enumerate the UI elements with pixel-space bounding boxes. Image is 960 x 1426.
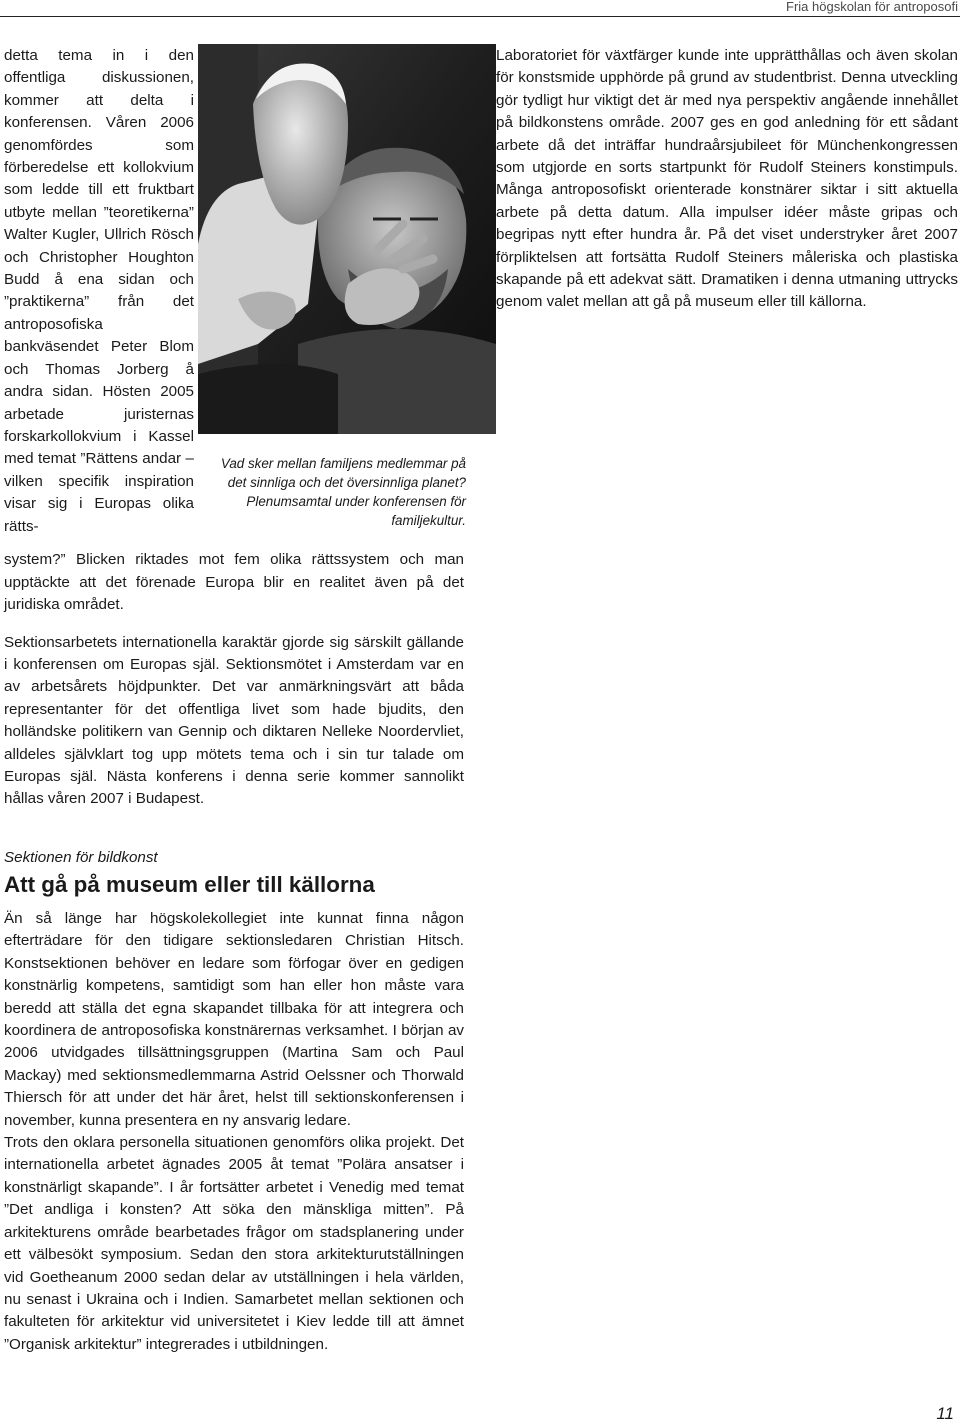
section-paragraph-1: Än så länge har högskolekollegiet inte kunnat finna någon efterträdare för den tidigare sektionsledaren Christian Hitsch. Konstsektionen behöver en ledare som förfogar över en gedigen konstnärlig kompetens, samtidigt som han eller hon måste vara beredd att ställa det egna skapandet tillbaka för att integrera och koordinera de antroposofiska konstnärernas verksamhet. I början av 2006 utvidgades tillsättningsgruppen (Martina Sam och Paul Mackay) med sektionsmedlemmarna Astrid Oelssner och Thorwald Thiersch för att under det här året, helst till sektionskonferensen i november, kunna presentera en ny ansvarig ledare. bbox=[4, 910, 464, 1129]
section-body bbox=[4, 908, 464, 1356]
page-number: 11 bbox=[936, 1404, 954, 1423]
running-header: Fria högskolan för antroposofi bbox=[786, 0, 958, 14]
photo-image bbox=[198, 44, 496, 434]
header-rule bbox=[0, 16, 960, 17]
right-column bbox=[496, 45, 958, 314]
section-kicker: Sektionen för bildkonst bbox=[4, 849, 158, 866]
left-paragraph-sektionsarbete: Sektionsarbetets internationella karaktär gjorde sig särskilt gällande i konferensen om Europas själ. Sektionsmötet i Amsterdam var en av arbetsårets höjdpunkter. Det var anmärkningsvärt att båda representanter för det offentliga livet som hade bjudits, den holländske politikern van Gennip och diktaren Nelleke Noordervliet, alldeles självklart tog upp mötets tema och i sin tur talade om Europas själ. Nästa konferens i denna serie kommer sannolikt hållas våren 2007 i Budapest. bbox=[4, 633, 464, 808]
left-paragraph-system: system?” Blicken riktades mot fem olika rättssystem och man upptäckte att det förenade Europa blir en realitet även på det juridiska området. bbox=[4, 551, 464, 613]
left-narrow-paragraph: detta tema in i den offentliga diskussionen, kommer att delta i konferensen. Våren 2006 genomfördes som förberedelse ett kollokvium som ledde till ett fruktbart utbyte mellan ”teoretikerna” Walter Kugler, Ullrich Rösch och Christopher Houghton Budd å ena sidan och ”praktikerna” från det antroposofiska bankväsendet Peter Blom och Thomas Jorberg å andra sidan. Hösten 2005 arbetade juristernas forskarkollokvium i Kassel med temat ”Rättens andar – vilken specifik inspiration visar sig i Europas olika rätts- bbox=[4, 47, 194, 535]
article-section-bildkonst bbox=[4, 848, 464, 1356]
left-column-continued bbox=[4, 534, 464, 826]
photo-caption: Vad sker mellan familjens medlemmar på det sinnliga och det översinnliga planet? Plenumsamtal under konferensen för familjekultur. bbox=[220, 456, 466, 529]
right-paragraph: Laboratoriet för växtfärger kunde inte upprätthållas och även skolan för konstsmide upphörde på grund av studentbrist. Denna utveckling gör tydligt hur viktigt det är med nya perspektiv angående innehållet på bildkonstens område. 2007 ges en god anledning för ett sådant arbete då det inträffar hundraårsjubileet för Münchenkongressen som utgjorde en sorts startpunkt för Rudolf Steiners konstimpuls. Många antroposofiskt orienterade konstnärer siktar i sitt aktuella arbete på detta datum. Alla impulser idéer måste gripas och begripas nytt efter hundra år. På det viset understryker året 2007 förpliktelsen att fortsätta Rudolf Steiners måleriska och plastiska skapande på ett adekvat sätt. Dramatiken i denna utmaning uttrycks genom valet mellan att gå på museum eller till källorna. bbox=[496, 47, 958, 311]
section-headline: Att gå på museum eller till källorna bbox=[4, 872, 375, 897]
conference-photo bbox=[198, 44, 496, 434]
section-paragraph-2: Trots den oklara personella situationen genomförs olika projekt. Det internationella arbetet ägnades 2005 åt temat ”Polära ansatser i konstnärligt skapande”. I år fortsätter arbetet i Venedig med temat ”Det andliga i konsten? Att söka den mänskliga mitten”. På arkitekturens område bearbetades frågor om stadsplanering under ett välbesökt symposium. Sedan den stora arkitekturutställningen vid Goetheanum 2000 sedan delar av utställningen i hela världen, nu senast i Ukraina och i Indien. Samarbetet mellan sektionen och fakulteten för arkitektur vid universitetet i Kiev ledde till att ämnet ”Organisk arkitektur” integrerades i utbildningen. bbox=[4, 1134, 464, 1353]
